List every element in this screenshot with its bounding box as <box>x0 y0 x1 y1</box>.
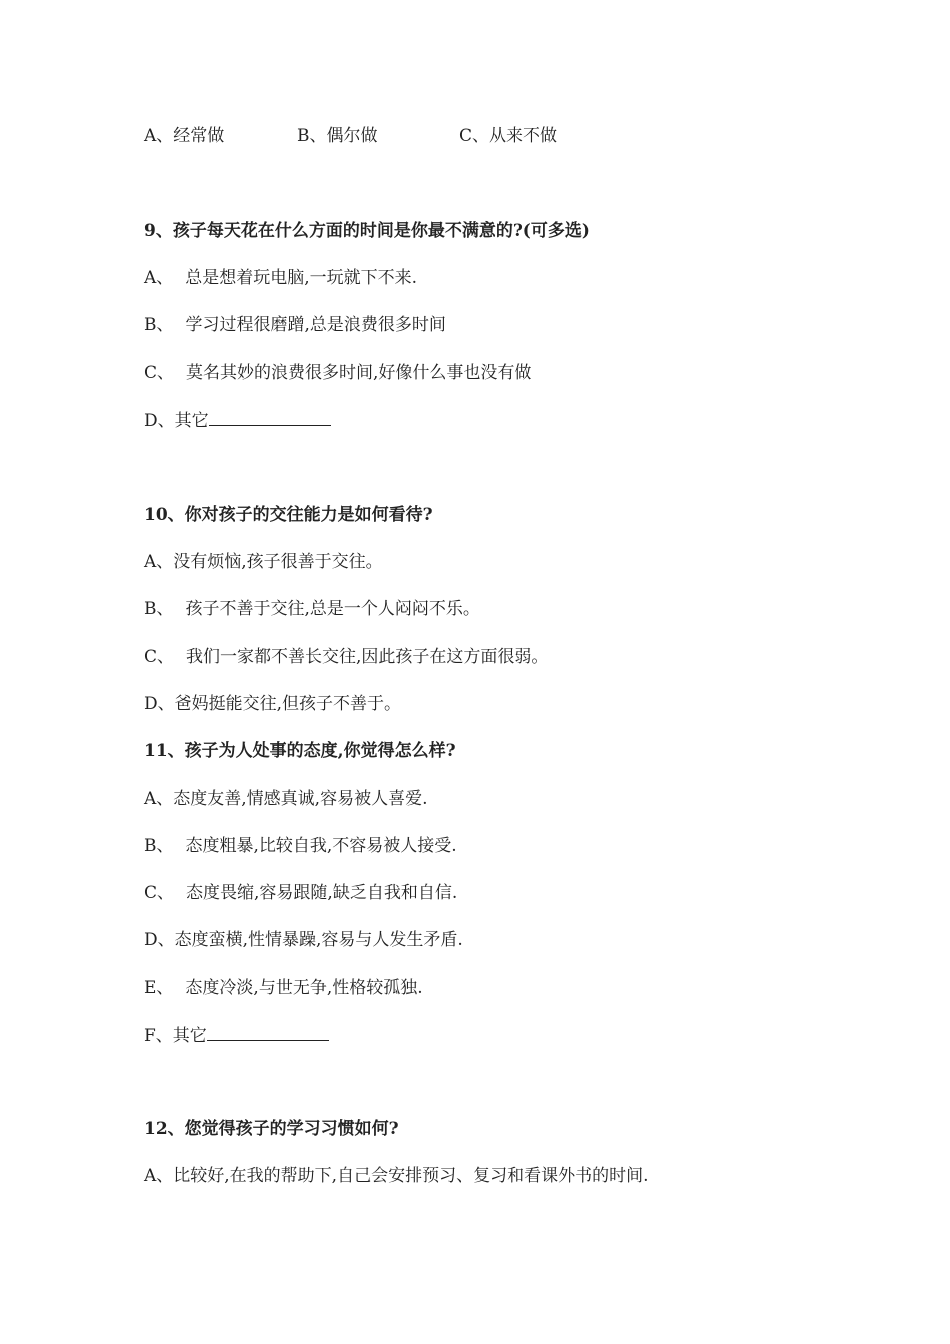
q12-option-a-letter: A、比较好,在我的帮助下,自己会安排预习、复习和看课外书的时间. <box>144 1166 649 1186</box>
q11-option-d-letter: D、态度蛮横,性情暴躁,容易与人发生矛盾. <box>144 930 463 950</box>
q11-option-f <box>144 1023 329 1048</box>
q10-option-a <box>144 550 383 574</box>
q11-option-a-letter: A、态度友善,情感真诚,容易被人喜爱. <box>144 789 428 809</box>
q9-option-d <box>144 408 331 433</box>
q10-option-d <box>144 692 401 716</box>
q12-option-a <box>144 1164 649 1188</box>
q11-option-f-blank[interactable] <box>207 1023 329 1041</box>
q10-option-b-text: 孩子不善于交往,总是一个人闷闷不乐。 <box>185 599 480 619</box>
q11-option-b-letter: B、 <box>144 836 174 856</box>
q11-question: 11、孩子为人处事的态度,你觉得怎么样? <box>144 741 456 761</box>
q11-option-c <box>144 881 457 905</box>
q11-option-e-letter: E、 <box>144 978 174 998</box>
q10-option-b <box>144 597 480 621</box>
q10-option-a-letter: A、没有烦恼,孩子很善于交往。 <box>144 552 383 572</box>
q8-option-c: C、从来不做 <box>459 126 558 146</box>
q9-option-c <box>144 361 531 385</box>
q8-option-a: A、经常做 <box>144 126 225 146</box>
q9-option-a-text: 总是想着玩电脑,一玩就下不来. <box>185 268 418 288</box>
q11-option-d <box>144 928 463 952</box>
q9-option-a <box>144 266 417 290</box>
q11-option-e <box>144 976 423 1000</box>
q11-option-e-text: 态度冷淡,与世无争,性格较孤独. <box>185 978 423 998</box>
q9-option-c-letter: C、 <box>144 363 175 383</box>
q10-option-c-letter: C、 <box>144 647 175 667</box>
q9-question: 9、孩子每天花在什么方面的时间是你最不满意的?(可多选) <box>144 221 590 241</box>
q9-option-b-text: 学习过程很磨蹭,总是浪费很多时间 <box>185 315 446 335</box>
q8-option-b: B、偶尔做 <box>297 126 378 146</box>
q11-option-a <box>144 787 428 811</box>
q10-option-c-text: 我们一家都不善长交往,因此孩子在这方面很弱。 <box>186 647 549 667</box>
q9-option-b-letter: B、 <box>144 315 174 335</box>
q10-option-d-letter: D、爸妈挺能交往,但孩子不善于。 <box>144 694 402 714</box>
q10-option-c <box>144 645 548 669</box>
q9-option-b <box>144 313 446 337</box>
q9-option-a-letter: A、 <box>144 268 174 288</box>
q11-option-b-text: 态度粗暴,比较自我,不容易被人接受. <box>185 836 457 856</box>
q10-option-b-letter: B、 <box>144 599 174 619</box>
q9-option-d-blank[interactable] <box>209 408 331 426</box>
q11-option-b <box>144 834 457 858</box>
q12-question: 12、您觉得孩子的学习习惯如何? <box>144 1119 399 1139</box>
q9-option-c-text: 莫名其妙的浪费很多时间,好像什么事也没有做 <box>186 363 532 383</box>
q10-question: 10、你对孩子的交往能力是如何看待? <box>144 505 433 525</box>
q11-option-c-letter: C、 <box>144 883 175 903</box>
q9-option-d-letter: D、其它 <box>144 411 209 431</box>
q11-option-c-text: 态度畏缩,容易跟随,缺乏自我和自信. <box>186 883 458 903</box>
q8-options <box>144 124 844 148</box>
q11-option-f-letter: F、其它 <box>144 1026 207 1046</box>
